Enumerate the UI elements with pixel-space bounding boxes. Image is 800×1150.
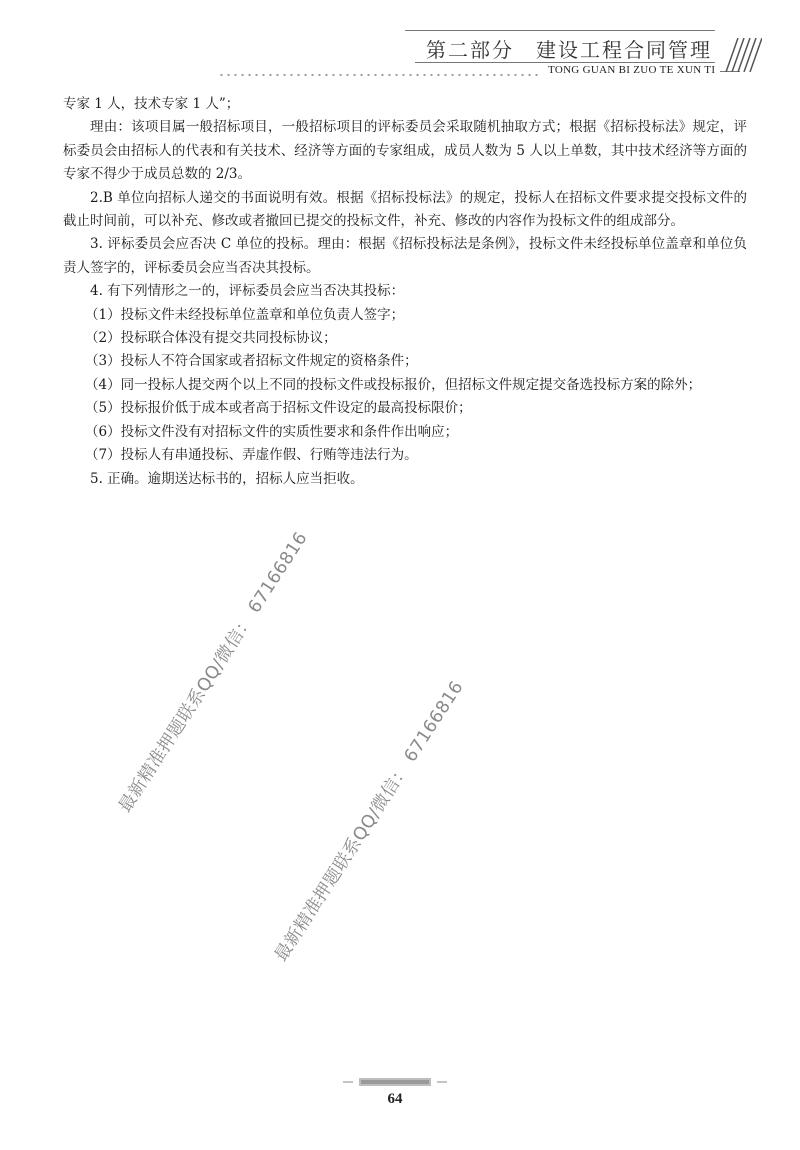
header-dotted-rule (218, 73, 540, 77)
list-item-6: （6）投标文件没有对招标文件的实质性要求和条件作出响应； (85, 423, 459, 440)
list-item-1: （1）投标文件未经投标单位盖章和单位负责人签字； (85, 306, 405, 323)
list-item-2: （2）投标联合体没有提交共同投标协议； (85, 330, 337, 347)
paragraph-answer-3: 3. 评标委员会应否决 C 单位的投标。理由：根据《招标投标法是条例》，投标文件未经投标单位盖章和单位负责人签字的，评标委员会应当否决其投标。 (63, 236, 747, 276)
watermark-text-upper: 最新精准押题联系QQ/微信： 67166816 (115, 528, 312, 817)
header-title: 第二部分 建设工程合同管理 (426, 38, 712, 62)
paragraph-answer-5: 5. 正确。逾期送达标书的，招标人应当拒收。 (90, 470, 364, 487)
header-pinyin: TONG GUAN BI ZUO TE XUN TI (548, 64, 716, 76)
list-item-5: （5）投标报价低于成本或者高于招标文件设定的最高投标限价； (85, 400, 472, 417)
paragraph-reason: 理由：该项目属一般招标项目，一般招标项目的评标委员会采取随机抽取方式；根据《招标投标法》规定，评标委员会由招标人的代表和有关技术、经济等方面的专家组成，成员人数为 5 人以上单数，其中技术经济等方面的专家不得少于成员总数的 2/3。 (63, 119, 747, 183)
list-item-4: （4）同一投标人提交两个以上不同的投标文件或投标报价，但招标文件规定提交备选投标方案的除外； (85, 376, 702, 393)
footer-ornament (343, 1077, 447, 1087)
paragraph-continuation: 专家 1 人，技术专家 1 人”； (63, 96, 240, 112)
header-hatch-ornament (718, 38, 762, 72)
watermark-text-lower: 最新精准押题联系QQ/微信： 67166816 (271, 677, 468, 966)
list-item-7: （7）投标人有串通投标、弄虚作假、行贿等违法行为。 (85, 447, 418, 464)
paragraph-answer-2: 2.B 单位向招标人递交的书面说明有效。根据《招标投标法》的规定，投标人在招标文件要求提交投标文件的截止时间前，可以补充、修改或者撤回已提交的投标文件，补充、修改的内容作为投标文件的组成部分。 (63, 189, 747, 230)
page-number: 64 (387, 1091, 403, 1107)
paragraph-answer-4: 4. 有下列情形之一的，评标委员会应当否决其投标： (90, 283, 405, 300)
header-top-rule (405, 30, 715, 31)
running-header (0, 0, 800, 90)
body-text (63, 93, 747, 491)
header-middle-rule (415, 62, 715, 63)
list-item-3: （3）投标人不符合国家或者招标文件规定的资格条件； (85, 353, 418, 370)
